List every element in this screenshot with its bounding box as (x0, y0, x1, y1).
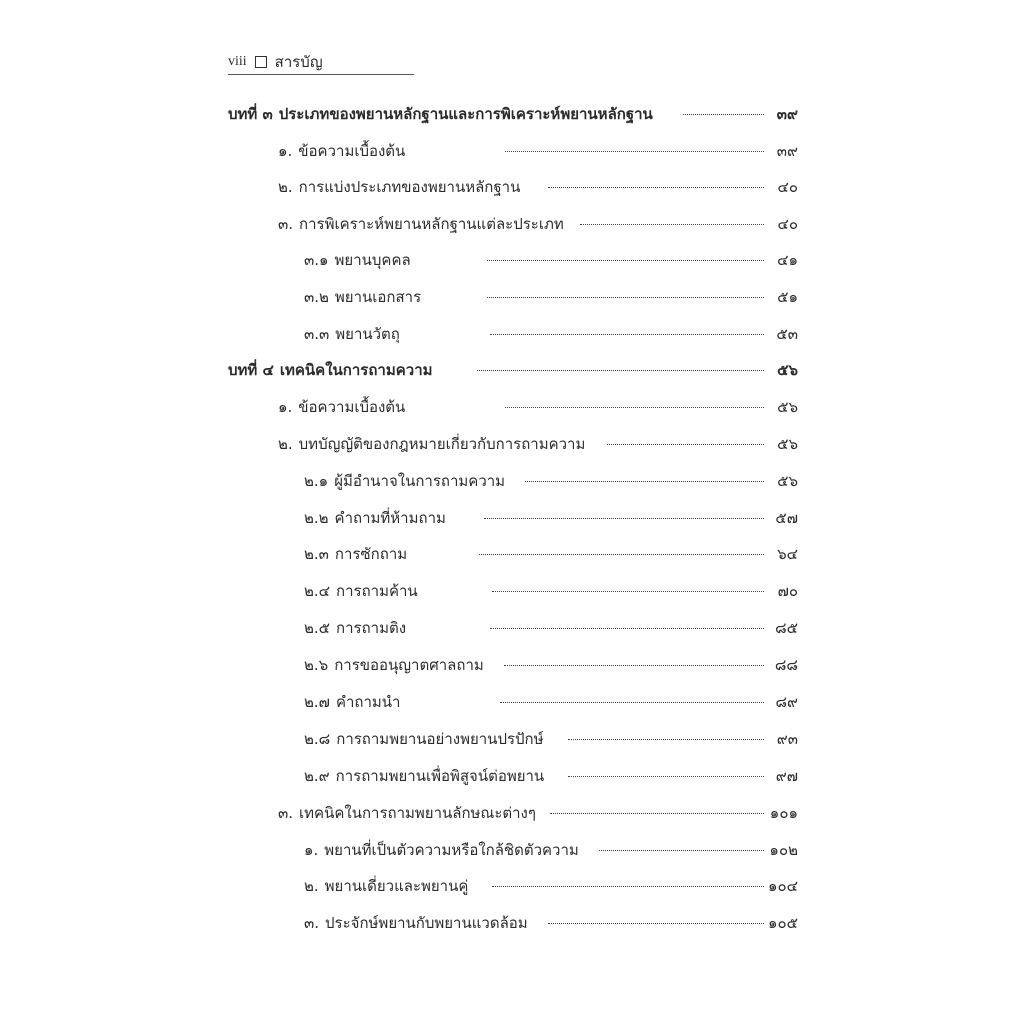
leader-dots (548, 922, 764, 924)
leader-dots (487, 296, 764, 298)
toc-subsection (304, 467, 798, 495)
entry-title: การพิเคราะห์พยานหลักฐานแต่ละประเภท (299, 215, 564, 233)
toc-subsection (304, 909, 798, 937)
square-bullet-icon (255, 56, 267, 68)
entry-number: ๓.๑ (304, 251, 329, 269)
entry-number: ๓. (278, 215, 294, 233)
entry-page: ๕๗ (775, 509, 798, 527)
entry-page: ๕๓ (776, 325, 798, 343)
entry-number: ๒.๒ (304, 509, 329, 527)
toc-subsection (304, 614, 798, 642)
entry-page: ๗๐ (777, 582, 798, 600)
leader-dots (492, 885, 764, 887)
entry-number: ๒.๓ (304, 545, 329, 563)
leader-dots (484, 517, 764, 519)
entry-page: ๕๖ (777, 435, 798, 453)
leader-dots (492, 590, 764, 592)
entry-title: การซักถาม (334, 545, 408, 563)
leader-dots (548, 186, 764, 188)
leader-dots (607, 443, 764, 445)
entry-number: บทที่ ๓ (228, 105, 273, 123)
entry-page: ๙๗ (775, 767, 798, 785)
entry-number: ๑. (304, 841, 319, 859)
leader-dots (525, 480, 764, 482)
leader-dots (550, 812, 764, 814)
entry-title: เทคนิคในการถามความ (279, 361, 433, 379)
entry-page: ๖๔ (777, 545, 798, 563)
entry-title: บทบัญญัติของกฎหมายเกี่ยวกับการถามความ (298, 435, 586, 453)
entry-title: คำถามที่ห้ามถาม (334, 509, 446, 527)
toc-subsection (304, 504, 798, 532)
entry-number: ๑. (278, 142, 293, 160)
page-header (228, 50, 414, 75)
leader-dots (568, 738, 764, 740)
entry-page: ๘๘ (774, 656, 798, 674)
entry-number: ๒.๕ (304, 619, 331, 637)
leader-dots (599, 849, 764, 851)
entry-title: พยานเอกสาร (334, 288, 422, 306)
toc-section (278, 210, 798, 238)
entry-number: ๒.๖ (304, 656, 329, 674)
toc-subsection (304, 762, 798, 790)
entry-title: ข้อความเบื้องต้น (298, 142, 406, 160)
entry-page: ๕๖ (777, 472, 798, 490)
entry-title: ผู้มีอำนาจในการถามความ (334, 472, 506, 490)
leader-dots (505, 406, 764, 408)
entry-page: ๑๐๒ (769, 841, 798, 859)
toc-subsection (304, 246, 798, 274)
entry-title: คำถามนำ (335, 693, 401, 711)
toc-subsection (304, 688, 798, 716)
entry-title: พยานบุคคล (334, 251, 411, 269)
entry-page: ๓๙ (776, 142, 798, 160)
entry-number: ๓. (304, 914, 320, 932)
entry-number: ๒.๘ (304, 730, 331, 748)
leader-dots (683, 113, 764, 115)
leader-dots (490, 333, 764, 335)
entry-page: ๘๕ (775, 619, 798, 637)
entry-title: การขออนุญาตศาลถาม (334, 656, 484, 674)
page-number-roman: viii (228, 54, 247, 69)
entry-title: ประเภทของพยานหลักฐานและการพิเคราะห์พยานหลักฐาน (278, 105, 653, 123)
entry-page: ๓๙ (776, 105, 798, 123)
entry-title: ข้อความเบื้องต้น (298, 398, 406, 416)
entry-title: ประจักษ์พยานกับพยานแวดล้อม (325, 914, 528, 932)
entry-number: ๑. (278, 398, 293, 416)
leader-dots (487, 259, 764, 261)
toc-subsection (304, 836, 798, 864)
entry-page: ๕๑ (777, 288, 798, 306)
entry-title: การถามพยานเพื่อพิสูจน์ต่อพยาน (335, 767, 545, 785)
toc-subsection (304, 540, 798, 568)
entry-number: ๓. (278, 804, 294, 822)
entry-number: ๒. (278, 435, 293, 453)
entry-number: ๒.๗ (304, 693, 330, 711)
entry-number: บทที่ ๔ (228, 361, 274, 379)
toc-subsection (304, 320, 798, 348)
page-title: สารบัญ (274, 53, 323, 71)
entry-title: เทคนิคในการถามพยานลักษณะต่างๆ (299, 804, 536, 822)
entry-page: ๔๐ (777, 215, 798, 233)
leader-dots (504, 664, 764, 666)
entry-number: ๒. (278, 178, 293, 196)
entry-title: การถามพยานอย่างพยานปรปักษ์ (336, 730, 544, 748)
entry-title: การแบ่งประเภทของพยานหลักฐาน (298, 178, 521, 196)
leader-dots (479, 553, 764, 555)
entry-title: พยานวัตถุ (335, 325, 400, 343)
toc-section (278, 430, 798, 458)
toc-subsection (304, 872, 798, 900)
leader-dots (580, 223, 764, 225)
leader-dots (490, 627, 764, 629)
entry-page: ๔๐ (777, 178, 798, 196)
toc-chapter (228, 100, 798, 128)
entry-title: การถามค้าน (336, 582, 418, 600)
entry-page: ๙๓ (776, 730, 798, 748)
entry-page: ๔๑ (777, 251, 798, 269)
entry-page: ๑๐๕ (767, 914, 798, 932)
leader-dots (477, 369, 764, 371)
entry-number: ๒.๑ (304, 472, 329, 490)
toc-section (278, 799, 798, 827)
leader-dots (505, 150, 764, 152)
entry-page: ๕๖ (777, 398, 798, 416)
entry-number: ๒.๙ (304, 767, 330, 785)
entry-page: ๕๖ (777, 361, 798, 379)
toc-subsection (304, 651, 798, 679)
toc-subsection (304, 577, 798, 605)
toc-section (278, 393, 798, 421)
entry-page: ๘๙ (775, 693, 798, 711)
toc-section (278, 173, 798, 201)
entry-number: ๒.๔ (304, 582, 331, 600)
entry-title: การถามติง (336, 619, 407, 637)
entry-page: ๑๐๑ (769, 804, 798, 822)
entry-number: ๓.๒ (304, 288, 329, 306)
toc-subsection (304, 283, 798, 311)
entry-number: ๓.๓ (304, 325, 330, 343)
entry-page: ๑๐๔ (767, 877, 798, 895)
leader-dots (500, 701, 764, 703)
toc-section (278, 137, 798, 165)
entry-number: ๒. (304, 877, 319, 895)
entry-title: พยานที่เป็นตัวความหรือใกล้ชิดตัวความ (324, 841, 579, 859)
toc-subsection (304, 725, 798, 753)
leader-dots (568, 775, 764, 777)
entry-title: พยานเดี่ยวและพยานคู่ (324, 877, 469, 895)
toc-chapter (228, 356, 798, 384)
